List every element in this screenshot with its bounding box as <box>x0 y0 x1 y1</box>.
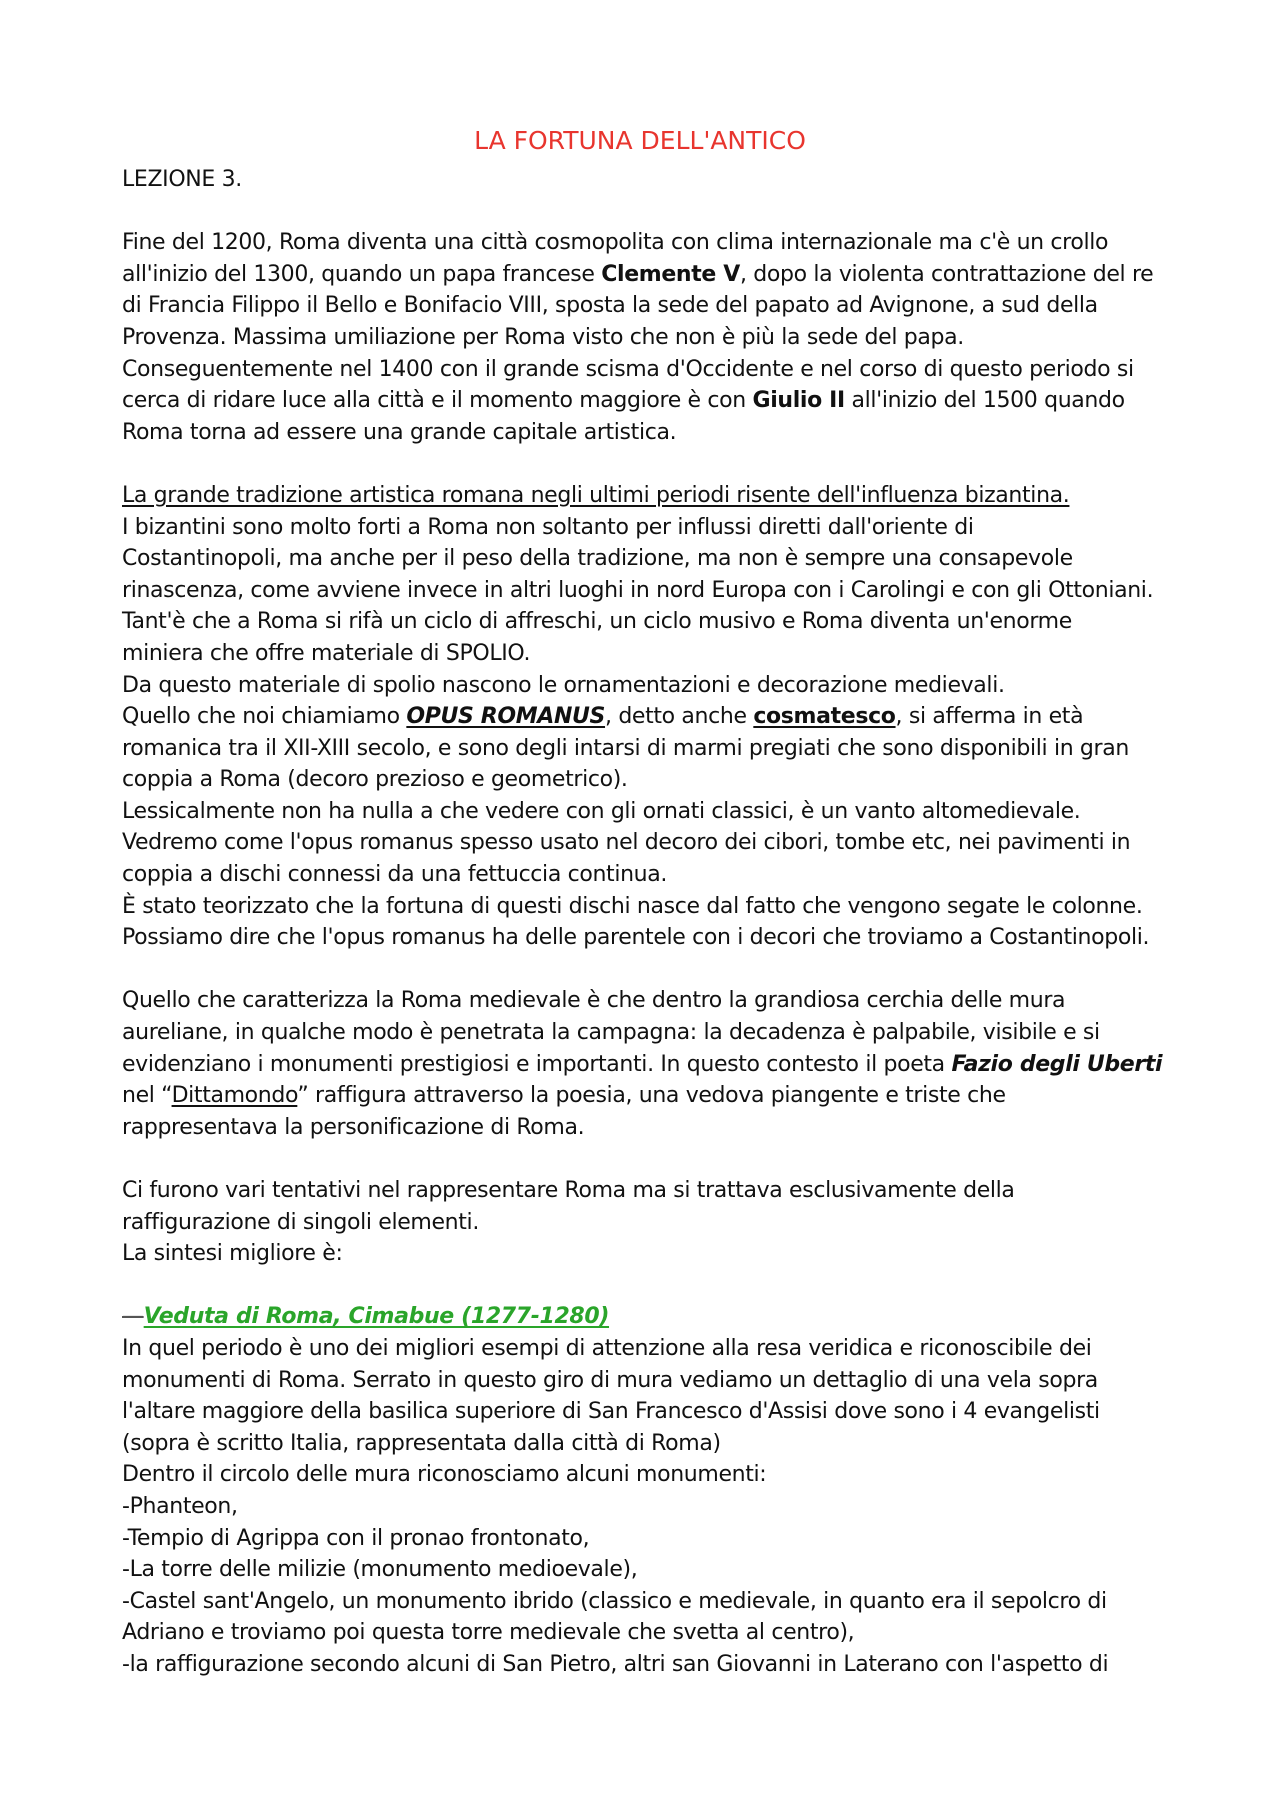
clemente-v-name: Clemente V <box>601 261 740 287</box>
text-line: cerca di ridare luce alla città e il momento maggiore è con Giulio II all'inizio del 1500 quando <box>122 388 1125 414</box>
text-line: Costantinopoli, ma anche per il peso della tradizione, ma non è sempre una consapevole <box>122 546 1073 572</box>
text-line: di Francia Filippo il Bello e Bonifacio VIII, sposta la sede del papato ad Avignone, a sud della <box>122 293 1098 319</box>
text-line: coppia a dischi connessi da una fettuccia continua. <box>122 862 668 888</box>
document-body <box>122 164 1182 1681</box>
text-line: Tant'è che a Roma si rifà un ciclo di affreschi, un ciclo musivo e Roma diventa un'enorme <box>122 609 1072 635</box>
text-line: È stato teorizzato che la fortuna di questi dischi nasce dal fatto che vengono segate le colonne. <box>122 893 1143 919</box>
paragraph-3 <box>122 985 1182 1143</box>
paragraph-1 <box>122 227 1182 448</box>
text-line: aureliane, in qualche modo è penetrata la campagna: la decadenza è palpabile, visibile e si <box>122 1020 1100 1046</box>
text-line: Quello che caratterizza la Roma medievale è che dentro la grandiosa cerchia delle mura <box>122 988 1066 1014</box>
text-line: coppia a Roma (decoro prezioso e geometrico). <box>122 767 628 793</box>
text-line: La sintesi migliore è: <box>122 1241 343 1267</box>
underlined-statement: La grande tradizione artistica romana negli ultimi periodi risente dell'influenza bizantina. <box>122 482 1070 508</box>
text-line: Fine del 1200, Roma diventa una città cosmopolita con clima internazionale ma c'è un crollo <box>122 230 1109 256</box>
list-item: -Tempio di Agrippa con il pronao frontonato, <box>122 1525 590 1551</box>
text-line: Adriano e troviamo poi questa torre medievale che svetta al centro), <box>122 1620 855 1646</box>
dittamondo-title: Dittamondo <box>171 1083 298 1109</box>
text-line: raffigurazione di singoli elementi. <box>122 1209 479 1235</box>
text-line: evidenziano i monumenti prestigiosi e importanti. In questo contesto il poeta Fazio degli Uberti <box>122 1051 1163 1077</box>
list-item: -La torre delle milizie (monumento medioevale), <box>122 1557 638 1583</box>
text-line: monumenti di Roma. Serrato in questo giro di mura vediamo un dettaglio di una vela sopra <box>122 1367 1098 1393</box>
section-heading-line <box>122 1301 1182 1333</box>
text-line: In quel periodo è uno dei migliori esempi di attenzione alla resa veridica e riconoscibile dei <box>122 1335 1092 1361</box>
struck-dash: — <box>122 1304 144 1330</box>
opus-romanus-term: OPUS ROMANUS <box>406 704 606 730</box>
text-line: miniera che offre materiale di SPOLIO. <box>122 640 531 666</box>
text-line: Provenza. Massima umiliazione per Roma visto che non è più la sede del papa. <box>122 324 964 350</box>
text-line: l'altare maggiore della basilica superiore di San Francesco d'Assisi dove sono i 4 evangelisti <box>122 1399 1100 1425</box>
text-line: Roma torna ad essere una grande capitale artistica. <box>122 419 677 445</box>
text-line: (sopra è scritto Italia, rappresentata dalla città di Roma) <box>122 1430 721 1456</box>
text-line: all'inizio del 1300, quando un papa francese Clemente V, dopo la violenta contrattazione del re <box>122 261 1154 287</box>
fazio-degli-uberti-name: Fazio degli Uberti <box>951 1051 1163 1077</box>
giulio-ii-name: Giulio II <box>752 388 845 414</box>
cosmatesco-term: cosmatesco <box>753 704 896 730</box>
list-item: -la raffigurazione secondo alcuni di San Pietro, altri san Giovanni in Laterano con l'aspetto di <box>122 1651 1109 1677</box>
paragraph-2 <box>122 480 1182 954</box>
text-line: rinascenza, come avviene invece in altri luoghi in nord Europa con i Carolingi e con gli Ottoniani. <box>122 577 1154 603</box>
text-line: Conseguentemente nel 1400 con il grande scisma d'Occidente e nel corso di questo periodo si <box>122 356 1134 382</box>
list-item: -Castel sant'Angelo, un monumento ibrido (classico e medievale, in quanto era il sepolcro di <box>122 1588 1107 1614</box>
paragraph-5 <box>122 1333 1182 1681</box>
text-line: Lessicalmente non ha nulla a che vedere con gli ornati classici, è un vanto altomedievale. <box>122 798 1081 824</box>
text-line: Da questo materiale di spolio nascono le ornamentazioni e decorazione medievali. <box>122 672 1005 698</box>
text-line: nel “Dittamondo” raffigura attraverso la poesia, una vedova piangente e triste che <box>122 1083 1006 1109</box>
text-line: Dentro il circolo delle mura riconosciamo alcuni monumenti: <box>122 1462 767 1488</box>
section-heading-cimabue: Veduta di Roma, Cimabue (1277-1280) <box>143 1304 610 1330</box>
text-line: Quello che noi chiamiamo OPUS ROMANUS, detto anche cosmatesco, si afferma in età <box>122 704 1084 730</box>
paragraph-4 <box>122 1175 1182 1270</box>
text-line: Vedremo come l'opus romanus spesso usato nel decoro dei cibori, tombe etc, nei pavimenti in <box>122 830 1131 856</box>
text-line: I bizantini sono molto forti a Roma non soltanto per influssi diretti dall'oriente di <box>122 514 974 540</box>
text-line: romanica tra il XII-XIII secolo, e sono degli intarsi di marmi pregiati che sono disponibili in gran <box>122 735 1129 761</box>
text-line: Possiamo dire che l'opus romanus ha delle parentele con i decori che troviamo a Costantinopoli. <box>122 925 1150 951</box>
lesson-label: LEZIONE 3. <box>122 167 242 192</box>
text-line: Ci furono vari tentativi nel rappresentare Roma ma si trattava esclusivamente della <box>122 1178 1015 1203</box>
document-title: LA FORTUNA DELL'ANTICO <box>474 126 806 155</box>
text-line: rappresentava la personificazione di Roma. <box>122 1114 585 1140</box>
list-item: -Phanteon, <box>122 1493 238 1519</box>
